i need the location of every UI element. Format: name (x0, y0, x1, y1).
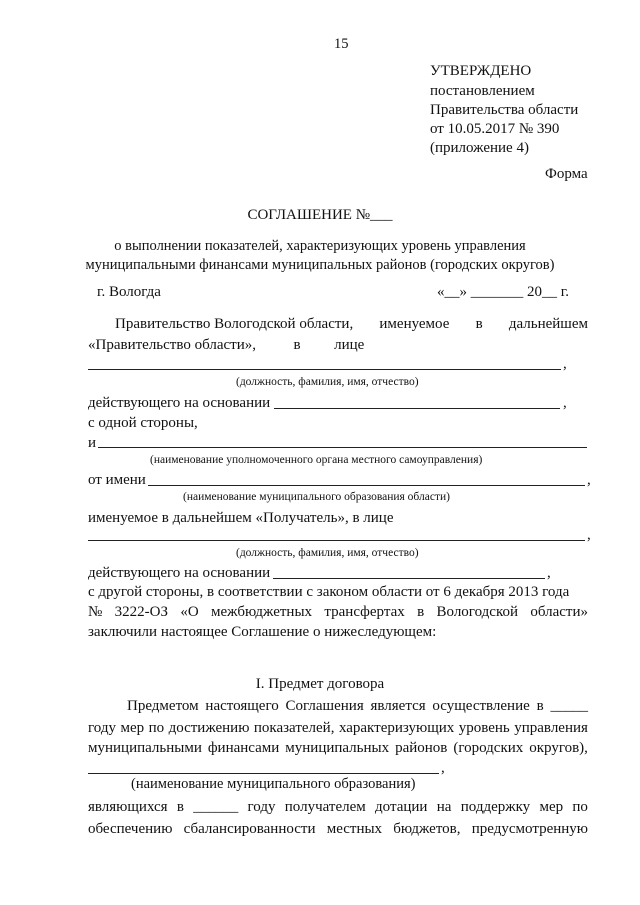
word: в (417, 604, 425, 620)
comma: , (563, 356, 567, 372)
approval-line-4: от 10.05.2017 № 390 (430, 121, 560, 137)
hint-official-1: (должность, фамилия, имя, отчество) (236, 376, 419, 388)
acting-basis-2: действующего на основании (88, 565, 271, 581)
concluded: заключили настоящее Соглашение о нижеследующем: (88, 624, 437, 640)
word: «О (180, 604, 199, 620)
date-fill: «__» _______ 20__ г. (437, 284, 569, 300)
basis-line-2[interactable] (273, 578, 545, 579)
agreement-subtitle-2: муниципальными финансами муниципальных районов (городских округов) (85, 257, 555, 273)
word: «Правительство области», (88, 337, 256, 353)
word: показателей, (253, 720, 335, 736)
page-number: 15 (334, 36, 349, 52)
comma: , (587, 472, 591, 488)
word: являющихся (88, 799, 168, 815)
word: № (88, 604, 103, 620)
word: в (475, 316, 483, 332)
word: уровень (458, 720, 510, 736)
law-line (88, 605, 588, 620)
word: по (148, 720, 165, 736)
word: финансами (207, 740, 280, 756)
hint-municipality-region: (наименование муниципального образования области) (183, 491, 450, 503)
comma: , (441, 760, 445, 776)
section-line-1 (127, 699, 588, 714)
word: осуществление (432, 698, 530, 714)
on-behalf: от имени (88, 472, 146, 488)
hint-authority: (наименование уполномоченного органа местного самоуправления) (150, 454, 483, 466)
acting-basis-1: действующего на основании (88, 395, 271, 411)
word: области» (530, 604, 588, 620)
word: является (370, 698, 426, 714)
word: Вологодской (436, 604, 518, 620)
word: предусмотренную (471, 821, 588, 837)
word: муниципальных (285, 740, 390, 756)
preamble-line-2 (88, 338, 364, 353)
approval-line-2: постановлением (430, 83, 535, 99)
word: 3222-ОЗ (114, 604, 168, 620)
hint-municipality: (наименование муниципального образования) (131, 776, 416, 792)
word: обеспечению (88, 821, 173, 837)
approval-line-5: (приложение 4) (430, 140, 529, 156)
comma: , (587, 527, 591, 543)
municipality-line-1[interactable] (148, 485, 585, 486)
section-heading: I. Предмет договора (255, 676, 385, 692)
approval-line-3: Правительства области (430, 102, 579, 118)
hint-official-2: (должность, фамилия, имя, отчество) (236, 547, 419, 559)
official-name-line[interactable] (88, 369, 561, 370)
word: мер (539, 799, 564, 815)
word: межбюджетных (211, 604, 313, 620)
section-line-2 (88, 721, 588, 736)
word: Правительство Вологодской области, (115, 316, 354, 332)
word: в (176, 799, 184, 815)
word: бюджетов, (393, 821, 461, 837)
word: Предметом (127, 698, 199, 714)
word: году (247, 799, 276, 815)
preamble-line-1 (115, 317, 588, 332)
word: муниципальными (88, 740, 202, 756)
word: дотации (375, 799, 428, 815)
word: характеризующих (338, 720, 455, 736)
section-line-5 (88, 800, 588, 815)
word: в (293, 337, 301, 353)
word: местных (326, 821, 383, 837)
comma: , (547, 565, 551, 581)
word: Соглашения (285, 698, 364, 714)
word: лице (334, 337, 365, 353)
section-line-3 (88, 741, 588, 756)
other-side: с другой стороны, в соответствии с законом области от 6 декабря 2013 года (88, 584, 570, 600)
word: округов), (529, 740, 588, 756)
word: управления (514, 720, 588, 736)
word: году (88, 720, 116, 736)
word: _____ (550, 698, 588, 714)
word: сбалансированности (183, 821, 316, 837)
word: на (436, 799, 452, 815)
agreement-title: СОГЛАШЕНИЕ №___ (247, 207, 393, 223)
municipality-line-2[interactable] (88, 773, 439, 774)
approval-title: УТВЕРЖДЕНО (430, 63, 532, 79)
word: достижению (168, 720, 250, 736)
section-line-6 (88, 822, 588, 837)
basis-line-1[interactable] (274, 408, 560, 409)
word: по (572, 799, 588, 815)
word: районов (395, 740, 448, 756)
word: поддержку (460, 799, 531, 815)
word: получателем (284, 799, 366, 815)
comma: , (563, 395, 567, 411)
form-label: Форма (545, 166, 588, 182)
word: именуемое (379, 316, 450, 332)
agreement-subtitle-1: о выполнении показателей, характеризующих уровень управления (114, 238, 526, 254)
official-name-line-2[interactable] (88, 540, 585, 541)
word: мер (120, 720, 145, 736)
word: ______ (193, 799, 239, 815)
word: трансфертах (324, 604, 405, 620)
one-side: с одной стороны, (88, 415, 198, 431)
and-label: и (88, 435, 97, 451)
word: (городских (453, 740, 524, 756)
word: в (536, 698, 544, 714)
word: настоящего (205, 698, 279, 714)
word: дальнейшем (508, 316, 588, 332)
city: г. Вологда (97, 284, 161, 300)
authority-line[interactable] (98, 447, 587, 448)
recipient-line: именуемое в дальнейшем «Получатель», в лице (88, 510, 394, 526)
